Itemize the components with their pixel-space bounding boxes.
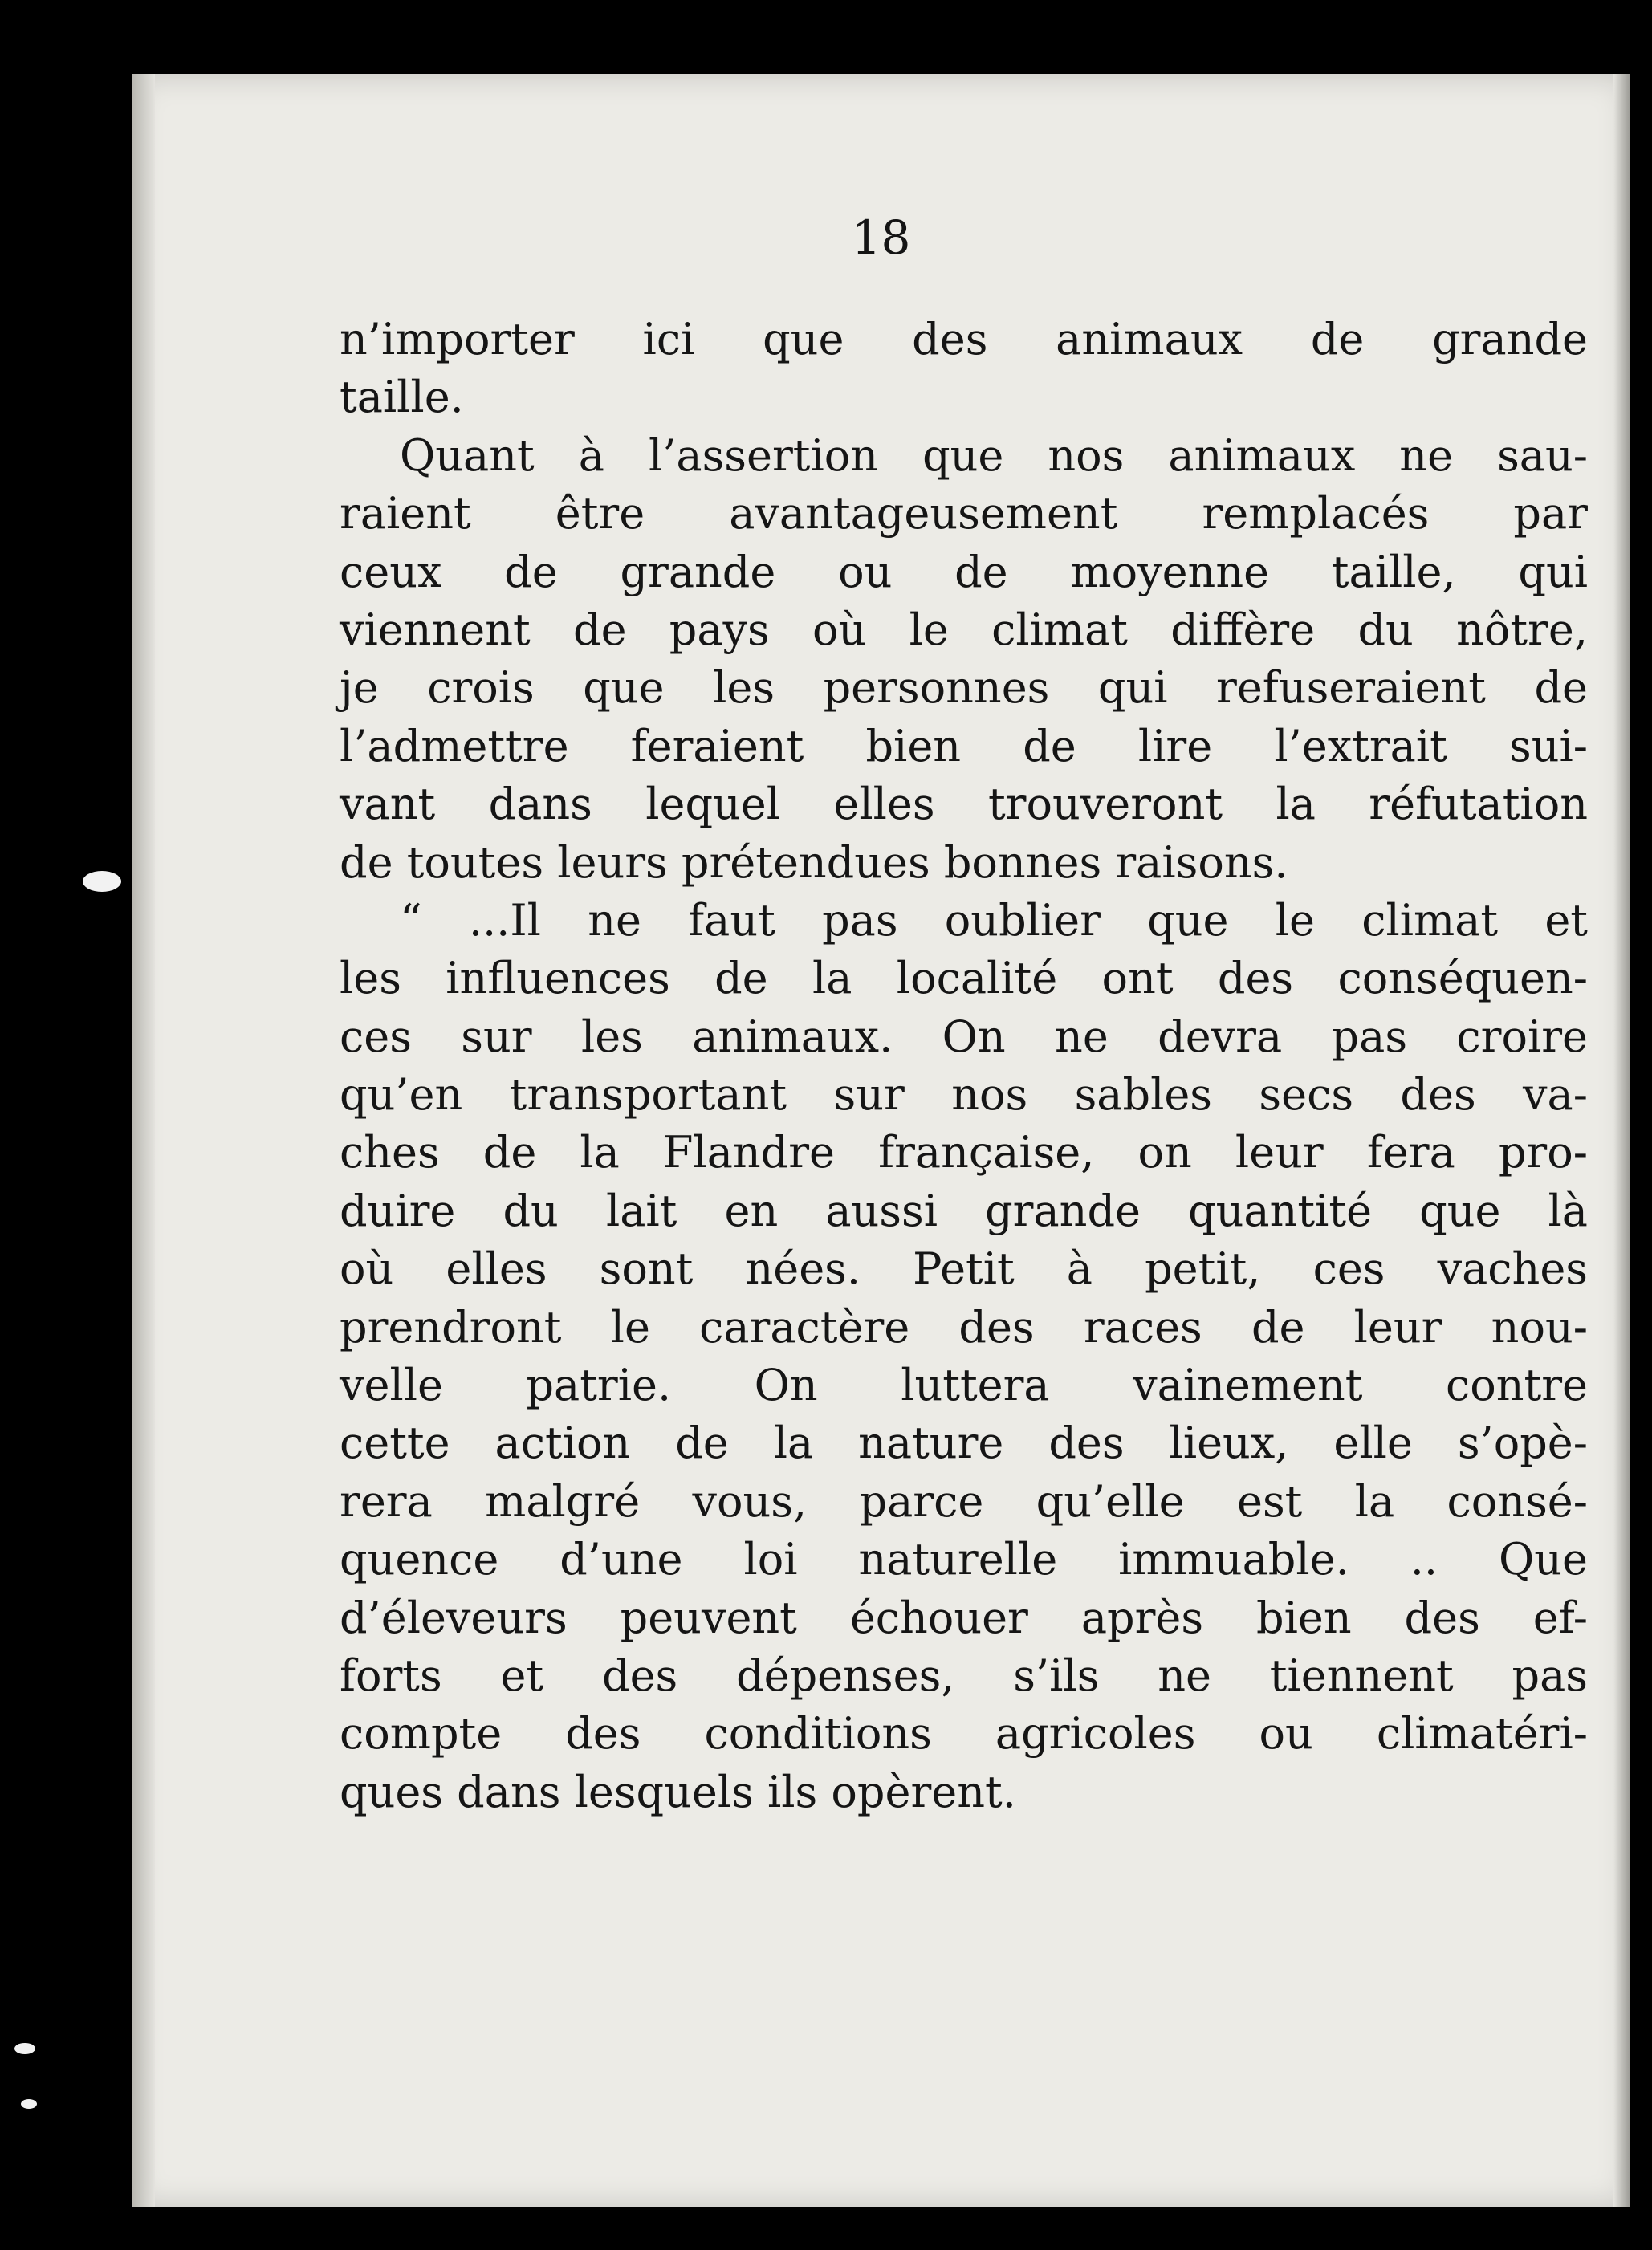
text-line: l’admettre feraient bien de lire l’extrait sui- (340, 720, 1588, 771)
text-line: vant dans lequel elles trouveront la réfutation (340, 779, 1588, 830)
text-line: ceux de grande ou de moyenne taille, qui (340, 546, 1588, 597)
scan-speck (21, 2099, 37, 2109)
scan-speck (83, 871, 121, 892)
text-line: je crois que les personnes qui refuseraient de (340, 662, 1588, 714)
text-line: taille. (340, 372, 464, 423)
text-line: velle patrie. On luttera vainement contre (340, 1360, 1588, 1411)
text-line: duire du lait en aussi grande quantité que là (340, 1185, 1588, 1236)
text-line: forts et des dépenses, s’ils ne tiennent pas (340, 1650, 1588, 1701)
text-line: ques dans lesquels ils opèrent. (340, 1766, 1016, 1817)
quote-first-line: “ ...Il ne faut pas oublier que le climat et (400, 894, 1588, 946)
scan-speck (14, 2043, 35, 2054)
paragraph-first-line: Quant à l’assertion que nos animaux ne sau- (400, 429, 1588, 481)
text-line: compte des conditions agricoles ou climatéri- (340, 1708, 1588, 1760)
text-line: d’éleveurs peuvent échouer après bien des ef- (340, 1592, 1588, 1643)
text-line: prendront le caractère des races de leur nou- (340, 1301, 1588, 1353)
text-line: rera malgré vous, parce qu’elle est la consé- (340, 1475, 1588, 1527)
page-left-edge (132, 74, 155, 2207)
text-line: viennent de pays où le climat diffère du nôtre, (340, 604, 1588, 655)
book-page (132, 74, 1630, 2207)
body-text (340, 311, 1588, 1821)
text-line: de toutes leurs prétendues bonnes raisons. (340, 836, 1288, 888)
text-line: qu’en transportant sur nos sables secs des va- (340, 1069, 1588, 1121)
text-line: ches de la Flandre française, on leur fera pro- (340, 1127, 1588, 1178)
text-line: où elles sont nées. Petit à petit, ces vaches (340, 1243, 1588, 1295)
text-line: les influences de la localité ont des conséquen- (340, 953, 1588, 1004)
text-line: raient être avantageusement remplacés par (340, 488, 1588, 539)
text-line: cette action de la nature des lieux, elle s’opè- (340, 1418, 1588, 1469)
page-number: 18 (851, 210, 911, 265)
page-right-edge (1613, 74, 1630, 2207)
text-line: n’importer ici que des animaux de grande (340, 314, 1588, 364)
text-line: quence d’une loi naturelle immuable. .. Que (340, 1534, 1588, 1585)
text-line: ces sur les animaux. On ne devra pas croire (340, 1011, 1588, 1062)
